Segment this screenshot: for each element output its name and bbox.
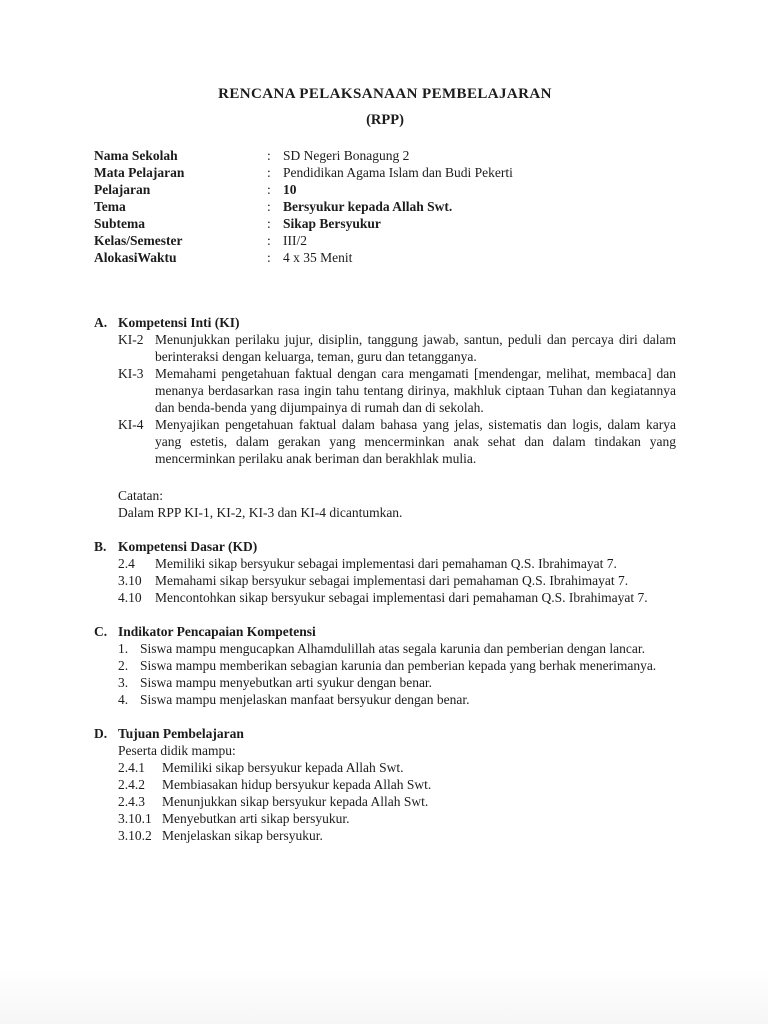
meta-value: Sikap Bersyukur — [283, 216, 381, 231]
section-c — [94, 623, 676, 708]
item-text: Memiliki sikap bersyukur kepada Allah Swt. — [162, 760, 404, 775]
item-label: 3.10.1 — [118, 811, 152, 826]
item-text: Menunjukkan sikap bersyukur kepada Allah Swt. — [162, 794, 429, 809]
item-label: 4. — [118, 692, 129, 707]
list-item — [118, 793, 676, 810]
meta-colon: : — [267, 216, 271, 231]
list-item — [118, 776, 676, 793]
item-text: Memahami sikap bersyukur sebagai implementasi dari pemahaman Q.S. Ibrahimayat 7. — [155, 573, 629, 588]
meta-colon: : — [267, 250, 271, 265]
meta-value: 4 x 35 Menit — [283, 250, 353, 265]
section-heading: Kompetensi Dasar (KD) — [118, 539, 258, 554]
document-content — [94, 86, 676, 844]
item-text: Menunjukkan perilaku jujur, disiplin, tanggung jawab, santun, peduli dan percaya diri dalam berinteraksi dengan keluarga, teman, guru dan tetangganya. — [155, 332, 676, 364]
item-text: Siswa mampu mengucapkan Alhamdulillah atas segala karunia dan pemberian dengan lancar. — [140, 641, 645, 656]
item-text: Siswa mampu menjelaskan manfaat bersyukur dengan benar. — [140, 692, 470, 707]
meta-value: Pendidikan Agama Islam dan Budi Pekerti — [283, 165, 513, 180]
meta-label: Kelas/Semester — [94, 233, 183, 248]
list-item — [118, 827, 676, 844]
meta-value: SD Negeri Bonagung 2 — [283, 148, 410, 163]
item-text: Membiasakan hidup bersyukur kepada Allah Swt. — [162, 777, 432, 792]
meta-value: III/2 — [283, 233, 307, 248]
list-item — [118, 331, 676, 365]
section-header — [94, 725, 676, 742]
item-label: 1. — [118, 641, 129, 656]
item-label: 4.10 — [118, 590, 142, 605]
section-header — [94, 314, 676, 331]
meta-label: Tema — [94, 199, 126, 214]
section-b — [94, 538, 676, 606]
section-heading: Tujuan Pembelajaran — [118, 726, 244, 741]
list-item — [118, 555, 676, 572]
meta-colon: : — [267, 182, 271, 197]
meta-label: Mata Pelajaran — [94, 165, 185, 180]
item-text: Mencontohkan sikap bersyukur sebagai implementasi dari pemahaman Q.S. Ibrahimayat 7. — [155, 590, 648, 605]
page-bottom-shade — [0, 968, 768, 1024]
item-label: KI-4 — [118, 417, 144, 432]
section-body — [118, 742, 676, 844]
meta-label: Pelajaran — [94, 182, 151, 197]
list-item — [118, 589, 676, 606]
list-item — [118, 365, 676, 416]
item-text: Siswa mampu memberikan sebagian karunia dan pemberian kepada yang berhak menerimanya. — [140, 658, 657, 673]
section-body — [118, 640, 676, 708]
list-item — [118, 416, 676, 467]
section-a — [94, 314, 676, 521]
list-item — [118, 674, 676, 691]
list-item — [118, 759, 676, 776]
section-header — [94, 623, 676, 640]
meta-colon: : — [267, 199, 271, 214]
meta-row — [94, 232, 676, 249]
list-item — [118, 657, 676, 674]
document-title: RENCANA PELAKSANAAN PEMBELAJARAN — [218, 86, 552, 102]
section-header — [94, 538, 676, 555]
item-text: Menyajikan pengetahuan faktual dalam bahasa yang jelas, sistematis dan logis, dalam karya yang estetis, dalam gerakan yang mencerminkan anak sehat dan dalam tindakan yang mencerminkan perilaku anak beriman dan berakhlak mulia. — [155, 417, 676, 466]
item-text: Memiliki sikap bersyukur sebagai implementasi dari pemahaman Q.S. Ibrahimayat 7. — [155, 556, 617, 571]
section-letter: A. — [94, 315, 108, 330]
item-text: Menjelaskan sikap bersyukur. — [162, 828, 323, 843]
list-item — [118, 572, 676, 589]
section-d — [94, 725, 676, 844]
section-heading: Kompetensi Inti (KI) — [118, 315, 240, 330]
list-item — [118, 640, 676, 657]
meta-row — [94, 164, 676, 181]
meta-row — [94, 181, 676, 198]
item-label: KI-2 — [118, 332, 144, 347]
item-text: Siswa mampu menyebutkan arti syukur dengan benar. — [140, 675, 433, 690]
note-block — [118, 487, 676, 521]
meta-colon: : — [267, 233, 271, 248]
item-label: 3.10.2 — [118, 828, 152, 843]
meta-colon: : — [267, 148, 271, 163]
meta-table — [94, 147, 676, 266]
note-title: Catatan: — [118, 488, 163, 503]
section-letter: D. — [94, 726, 108, 741]
meta-label: Subtema — [94, 216, 146, 231]
meta-row — [94, 198, 676, 215]
section-heading: Indikator Pencapaian Kompetensi — [118, 624, 316, 639]
meta-label: Nama Sekolah — [94, 148, 178, 163]
item-label: 3.10 — [118, 573, 142, 588]
meta-row — [94, 147, 676, 164]
item-label: KI-3 — [118, 366, 144, 381]
item-label: 2.4 — [118, 556, 135, 571]
meta-row — [94, 249, 676, 266]
section-letter: C. — [94, 624, 108, 639]
section-intro: Peserta didik mampu: — [118, 743, 236, 758]
item-label: 2.4.2 — [118, 777, 145, 792]
sections — [94, 314, 676, 844]
item-label: 3. — [118, 675, 129, 690]
item-text: Memahami pengetahuan faktual dengan cara mengamati [mendengar, melihat, membaca] dan menanya berdasarkan rasa ingin tahu tentang dirinya, makhluk ciptaan Tuhan dan kegiatannya dan benda-benda yang dijumpainya di rumah dan di sekolah. — [155, 366, 676, 415]
item-label: 2.4.1 — [118, 760, 145, 775]
meta-label: AlokasiWaktu — [94, 250, 177, 265]
list-item — [118, 810, 676, 827]
document-subtitle: (RPP) — [366, 112, 404, 128]
item-label: 2.4.3 — [118, 794, 145, 809]
meta-value: Bersyukur kepada Allah Swt. — [283, 199, 453, 214]
section-letter: B. — [94, 539, 107, 554]
section-body — [118, 555, 676, 606]
section-body — [118, 331, 676, 521]
item-label: 2. — [118, 658, 129, 673]
meta-row — [94, 215, 676, 232]
list-item — [118, 691, 676, 708]
item-text: Menyebutkan arti sikap bersyukur. — [162, 811, 350, 826]
meta-colon: : — [267, 165, 271, 180]
meta-value: 10 — [283, 182, 297, 197]
note-text: Dalam RPP KI-1, KI-2, KI-3 dan KI-4 dicantumkan. — [118, 505, 403, 520]
